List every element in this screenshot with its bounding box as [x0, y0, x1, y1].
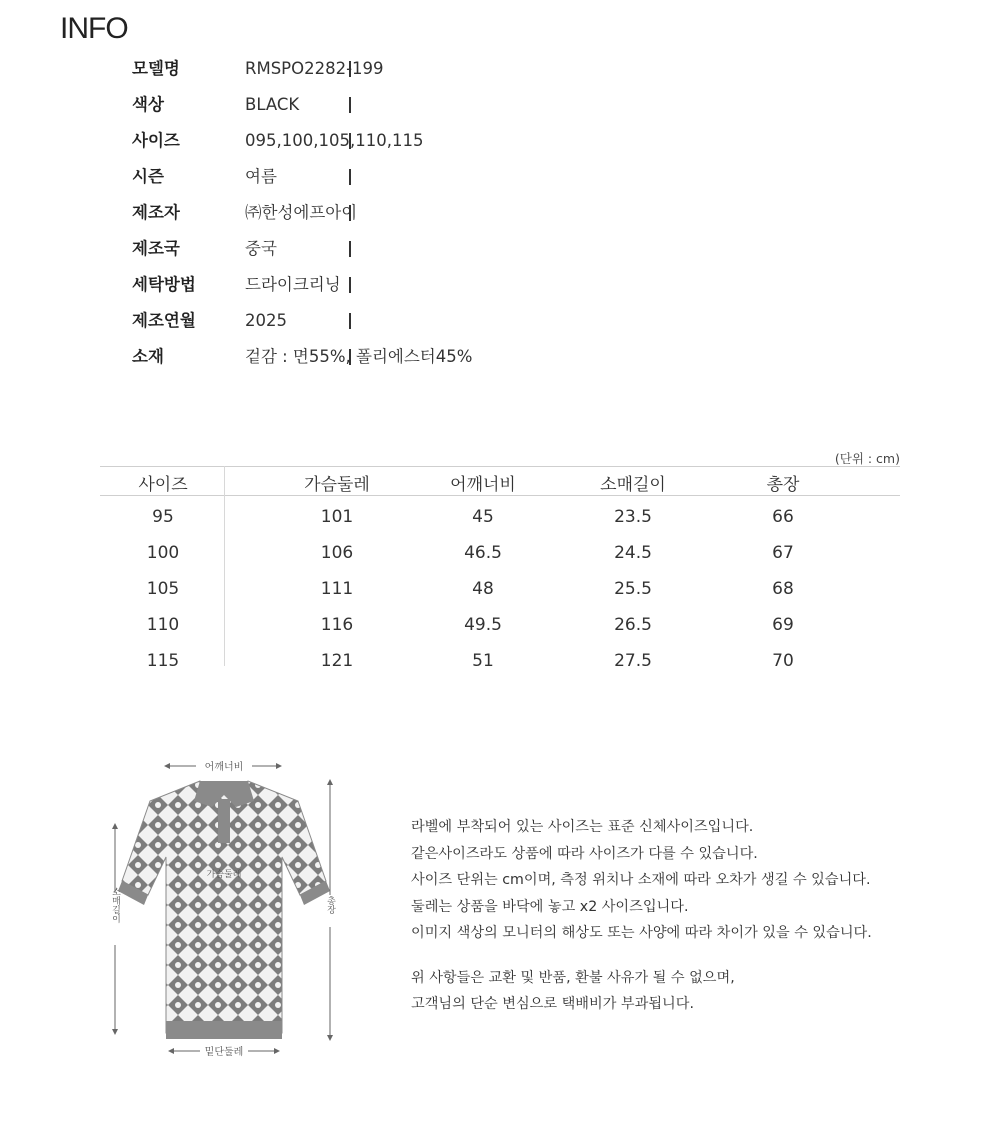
table-cell: 51	[472, 651, 494, 671]
info-separator	[349, 97, 351, 113]
table-cell: 25.5	[614, 579, 652, 599]
info-value: ㈜한성에프아이	[245, 203, 358, 222]
table-cell: 23.5	[614, 507, 652, 527]
info-value: 겉감 : 면55%, 폴리에스터45%	[245, 347, 473, 366]
table-header: 어깨너비	[450, 475, 516, 495]
table-cell: 48	[472, 579, 494, 599]
shoulder-label: 어깨너비	[204, 762, 244, 773]
note-line: 이미지 색상의 모니터의 해상도 또는 사양에 따라 차이가 있을 수 있습니다.	[411, 925, 872, 941]
note-line: 고객님의 단순 변심으로 택배비가 부과됩니다.	[411, 996, 694, 1012]
table-header: 가슴둘레	[304, 475, 370, 495]
table-cell: 101	[320, 507, 354, 527]
info-separator	[349, 277, 351, 293]
shirt-shape	[118, 781, 330, 1039]
table-cell: 46.5	[464, 543, 502, 563]
note-line: 라벨에 부착되어 있는 사이즈는 표준 신체사이즈입니다.	[411, 819, 754, 835]
info-value: 여름	[245, 167, 277, 186]
info-label: 모델명	[132, 59, 180, 78]
length-label: 총장	[325, 896, 335, 914]
shirt-measurement-diagram	[108, 755, 348, 1065]
note-line: 사이즈 단위는 cm이며, 측정 위치나 소재에 따라 오차가 생길 수 있습니다.	[411, 872, 871, 888]
info-label: 제조연월	[132, 311, 196, 330]
shirt-diagram-svg	[108, 755, 348, 1065]
table-cell: 115	[146, 651, 180, 671]
table-cell: 105	[146, 579, 180, 599]
info-label: 세탁방법	[132, 275, 196, 294]
table-header: 총장	[766, 475, 800, 495]
info-value: 드라이크리닝	[245, 275, 341, 294]
sleeve-label: 소매길이	[110, 887, 120, 923]
table-cell: 95	[152, 507, 174, 527]
table-cell: 110	[146, 615, 180, 635]
unit-note: (단위 : cm)	[834, 451, 900, 466]
hem-label: 밑단둘레	[204, 1047, 244, 1058]
total-length-arrow	[325, 779, 335, 1041]
info-label: 제조국	[132, 239, 180, 258]
note-line: 같은사이즈라도 상품에 따라 사이즈가 다를 수 있습니다.	[411, 845, 758, 862]
info-label: 시즌	[132, 167, 164, 186]
table-cell: 27.5	[614, 651, 652, 671]
shoulder-width-arrow	[164, 760, 282, 773]
table-top-rule	[100, 466, 900, 467]
info-value: RMSPO2282-199	[245, 59, 384, 78]
table-cell: 45	[472, 507, 494, 527]
info-value: 095,100,105,110,115	[245, 131, 424, 150]
info-label: 색상	[132, 95, 164, 114]
sleeve-length-arrow	[110, 823, 120, 1035]
table-cell: 26.5	[614, 615, 652, 635]
table-cell: 69	[772, 615, 794, 635]
table-column-divider	[224, 466, 225, 666]
table-cell: 100	[146, 543, 180, 563]
info-label: 소재	[132, 347, 164, 366]
table-header: 소매길이	[600, 475, 666, 495]
info-title: INFO	[60, 12, 128, 45]
table-cell: 66	[772, 507, 794, 527]
table-cell: 121	[320, 651, 354, 671]
note-line: 위 사항들은 교환 및 반품, 환불 사유가 될 수 없으며,	[411, 969, 735, 986]
note-line: 둘레는 상품을 바닥에 놓고 x2 사이즈입니다.	[411, 898, 689, 915]
info-separator	[349, 169, 351, 185]
info-label: 사이즈	[132, 131, 180, 150]
size-notes	[411, 814, 872, 1018]
table-cell: 116	[320, 615, 354, 635]
table-cell: 106	[320, 543, 354, 563]
chest-label: 가슴둘레	[206, 870, 242, 880]
table-cell: 67	[772, 543, 794, 563]
hem-width-arrow	[168, 1045, 280, 1058]
table-cell: 24.5	[614, 543, 652, 563]
table-header-rule	[100, 495, 900, 496]
info-label: 제조자	[132, 203, 180, 222]
table-cell: 49.5	[464, 615, 502, 635]
table-header: 사이즈	[138, 475, 188, 495]
note-gap	[411, 947, 872, 965]
info-value: 중국	[245, 239, 277, 258]
table-cell: 111	[320, 579, 354, 599]
info-value: 2025	[245, 311, 287, 330]
info-value: BLACK	[245, 95, 300, 114]
info-separator	[349, 313, 351, 329]
table-cell: 68	[772, 579, 794, 599]
table-cell: 70	[772, 651, 794, 671]
info-separator	[349, 241, 351, 257]
